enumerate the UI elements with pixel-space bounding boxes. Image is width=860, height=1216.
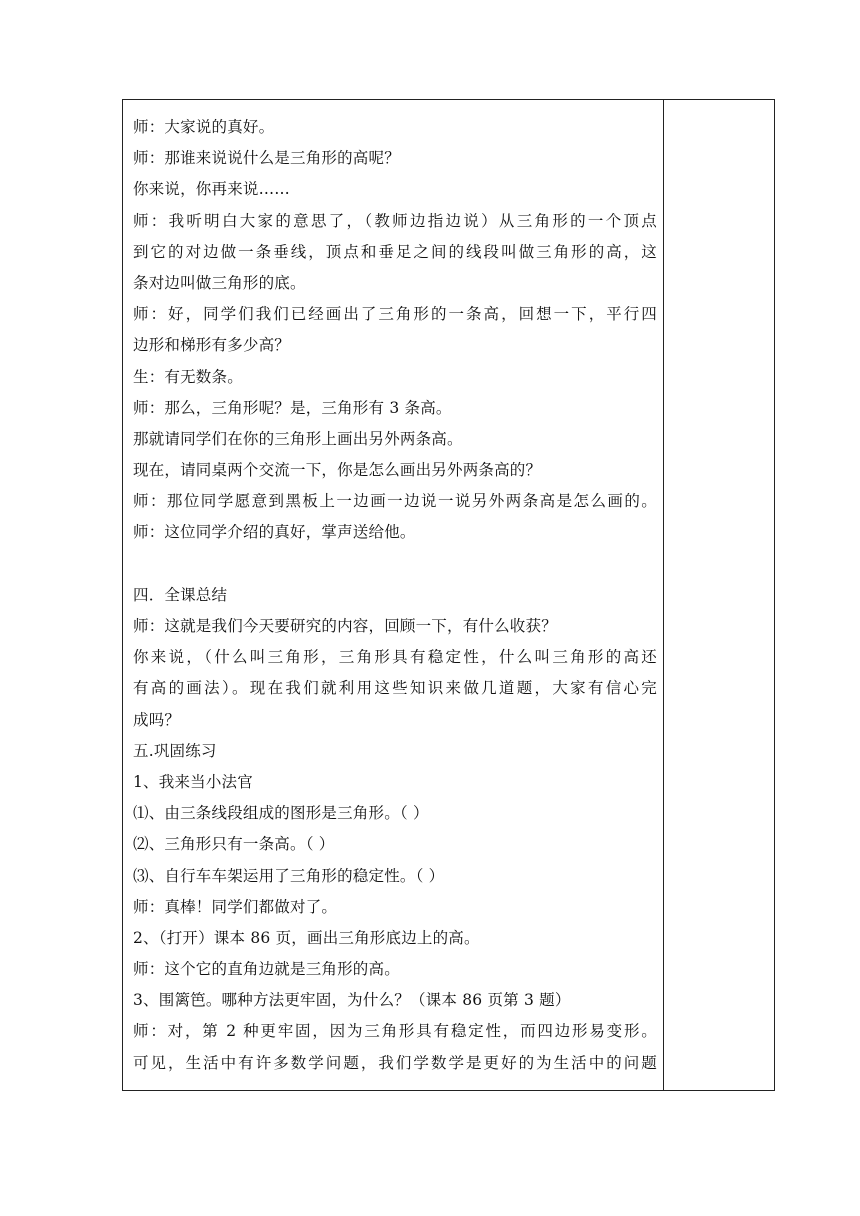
- text-line: 1、我来当小法官: [133, 772, 253, 791]
- text-line: 师：那么，三角形呢？是，三角形有 3 条高。: [133, 398, 452, 417]
- text-line: 生：有无数条。: [133, 367, 243, 386]
- text-line: 师：这位同学介绍的真好，掌声送给他。: [133, 523, 416, 542]
- text-line: 师：我听明白大家的意思了，（教师边指边说）从三角形的一个顶点: [133, 211, 657, 230]
- text-line: ⑴、由三条线段组成的图形是三角形。（ ）: [133, 804, 429, 823]
- text-line: 成吗？: [133, 710, 181, 729]
- blank-line: [133, 549, 657, 580]
- text-line: 可见，生活中有许多数学问题，我们学数学是更好的为生活中的问题: [133, 1053, 657, 1072]
- text-line: 四．全课总结: [133, 585, 228, 604]
- text-line: 边形和梯形有多少高？: [133, 336, 291, 355]
- text-line: ⑵、三角形只有一条高。（ ）: [133, 835, 335, 854]
- text-line: 师：那谁来说说什么是三角形的高呢？: [133, 149, 400, 168]
- text-line: 条对边叫做三角形的底。: [133, 273, 306, 292]
- text-line: 现在，请同桌两个交流一下，你是怎么画出另外两条高的？: [133, 461, 542, 480]
- text-line: 2、（打开）课本 86 页，画出三角形底边上的高。: [133, 928, 480, 947]
- text-line: 那就请同学们在你的三角形上画出另外两条高。: [133, 429, 463, 448]
- text-line: 五.巩固练习: [133, 741, 217, 760]
- text-line: 师：这就是我们今天要研究的内容，回顾一下，有什么收获？: [133, 617, 557, 635]
- text-line: 师：大家说的真好。: [133, 118, 275, 136]
- lesson-table: [122, 99, 775, 1091]
- text-line: 师：那位同学愿意到黑板上一边画一边说一说另外两条高是怎么画的。: [133, 492, 657, 511]
- text-line: 你来说，（什么叫三角形，三角形具有稳定性，什么叫三角形的高还: [133, 648, 657, 667]
- text-line: 有高的画法）。现在我们就利用这些知识来做几道题，大家有信心完: [133, 679, 657, 698]
- text-line: 师：好，同学们我们已经画出了三角形的一条高，回想一下，平行四: [133, 305, 657, 324]
- text-line: 你来说，你再来说……: [133, 180, 291, 199]
- text-line: ⑶、自行车车架运用了三角形的稳定性。（ ）: [133, 866, 445, 885]
- lesson-content: [133, 112, 657, 1079]
- text-line: 师：这个它的直角边就是三角形的高。: [133, 960, 400, 979]
- text-line: 师：真棒！同学们都做对了。: [133, 897, 338, 916]
- text-line: 3、围篱笆。哪种方法更牢固，为什么？（课本 86 页第 3 题）: [133, 991, 571, 1010]
- column-divider: [663, 100, 664, 1090]
- text-line: 到它的对边做一条垂线，顶点和垂足之间的线段叫做三角形的高，这: [133, 242, 657, 261]
- text-line: 师：对，第 2 种更牢固，因为三角形具有稳定性，而四边形易变形。: [133, 1022, 657, 1041]
